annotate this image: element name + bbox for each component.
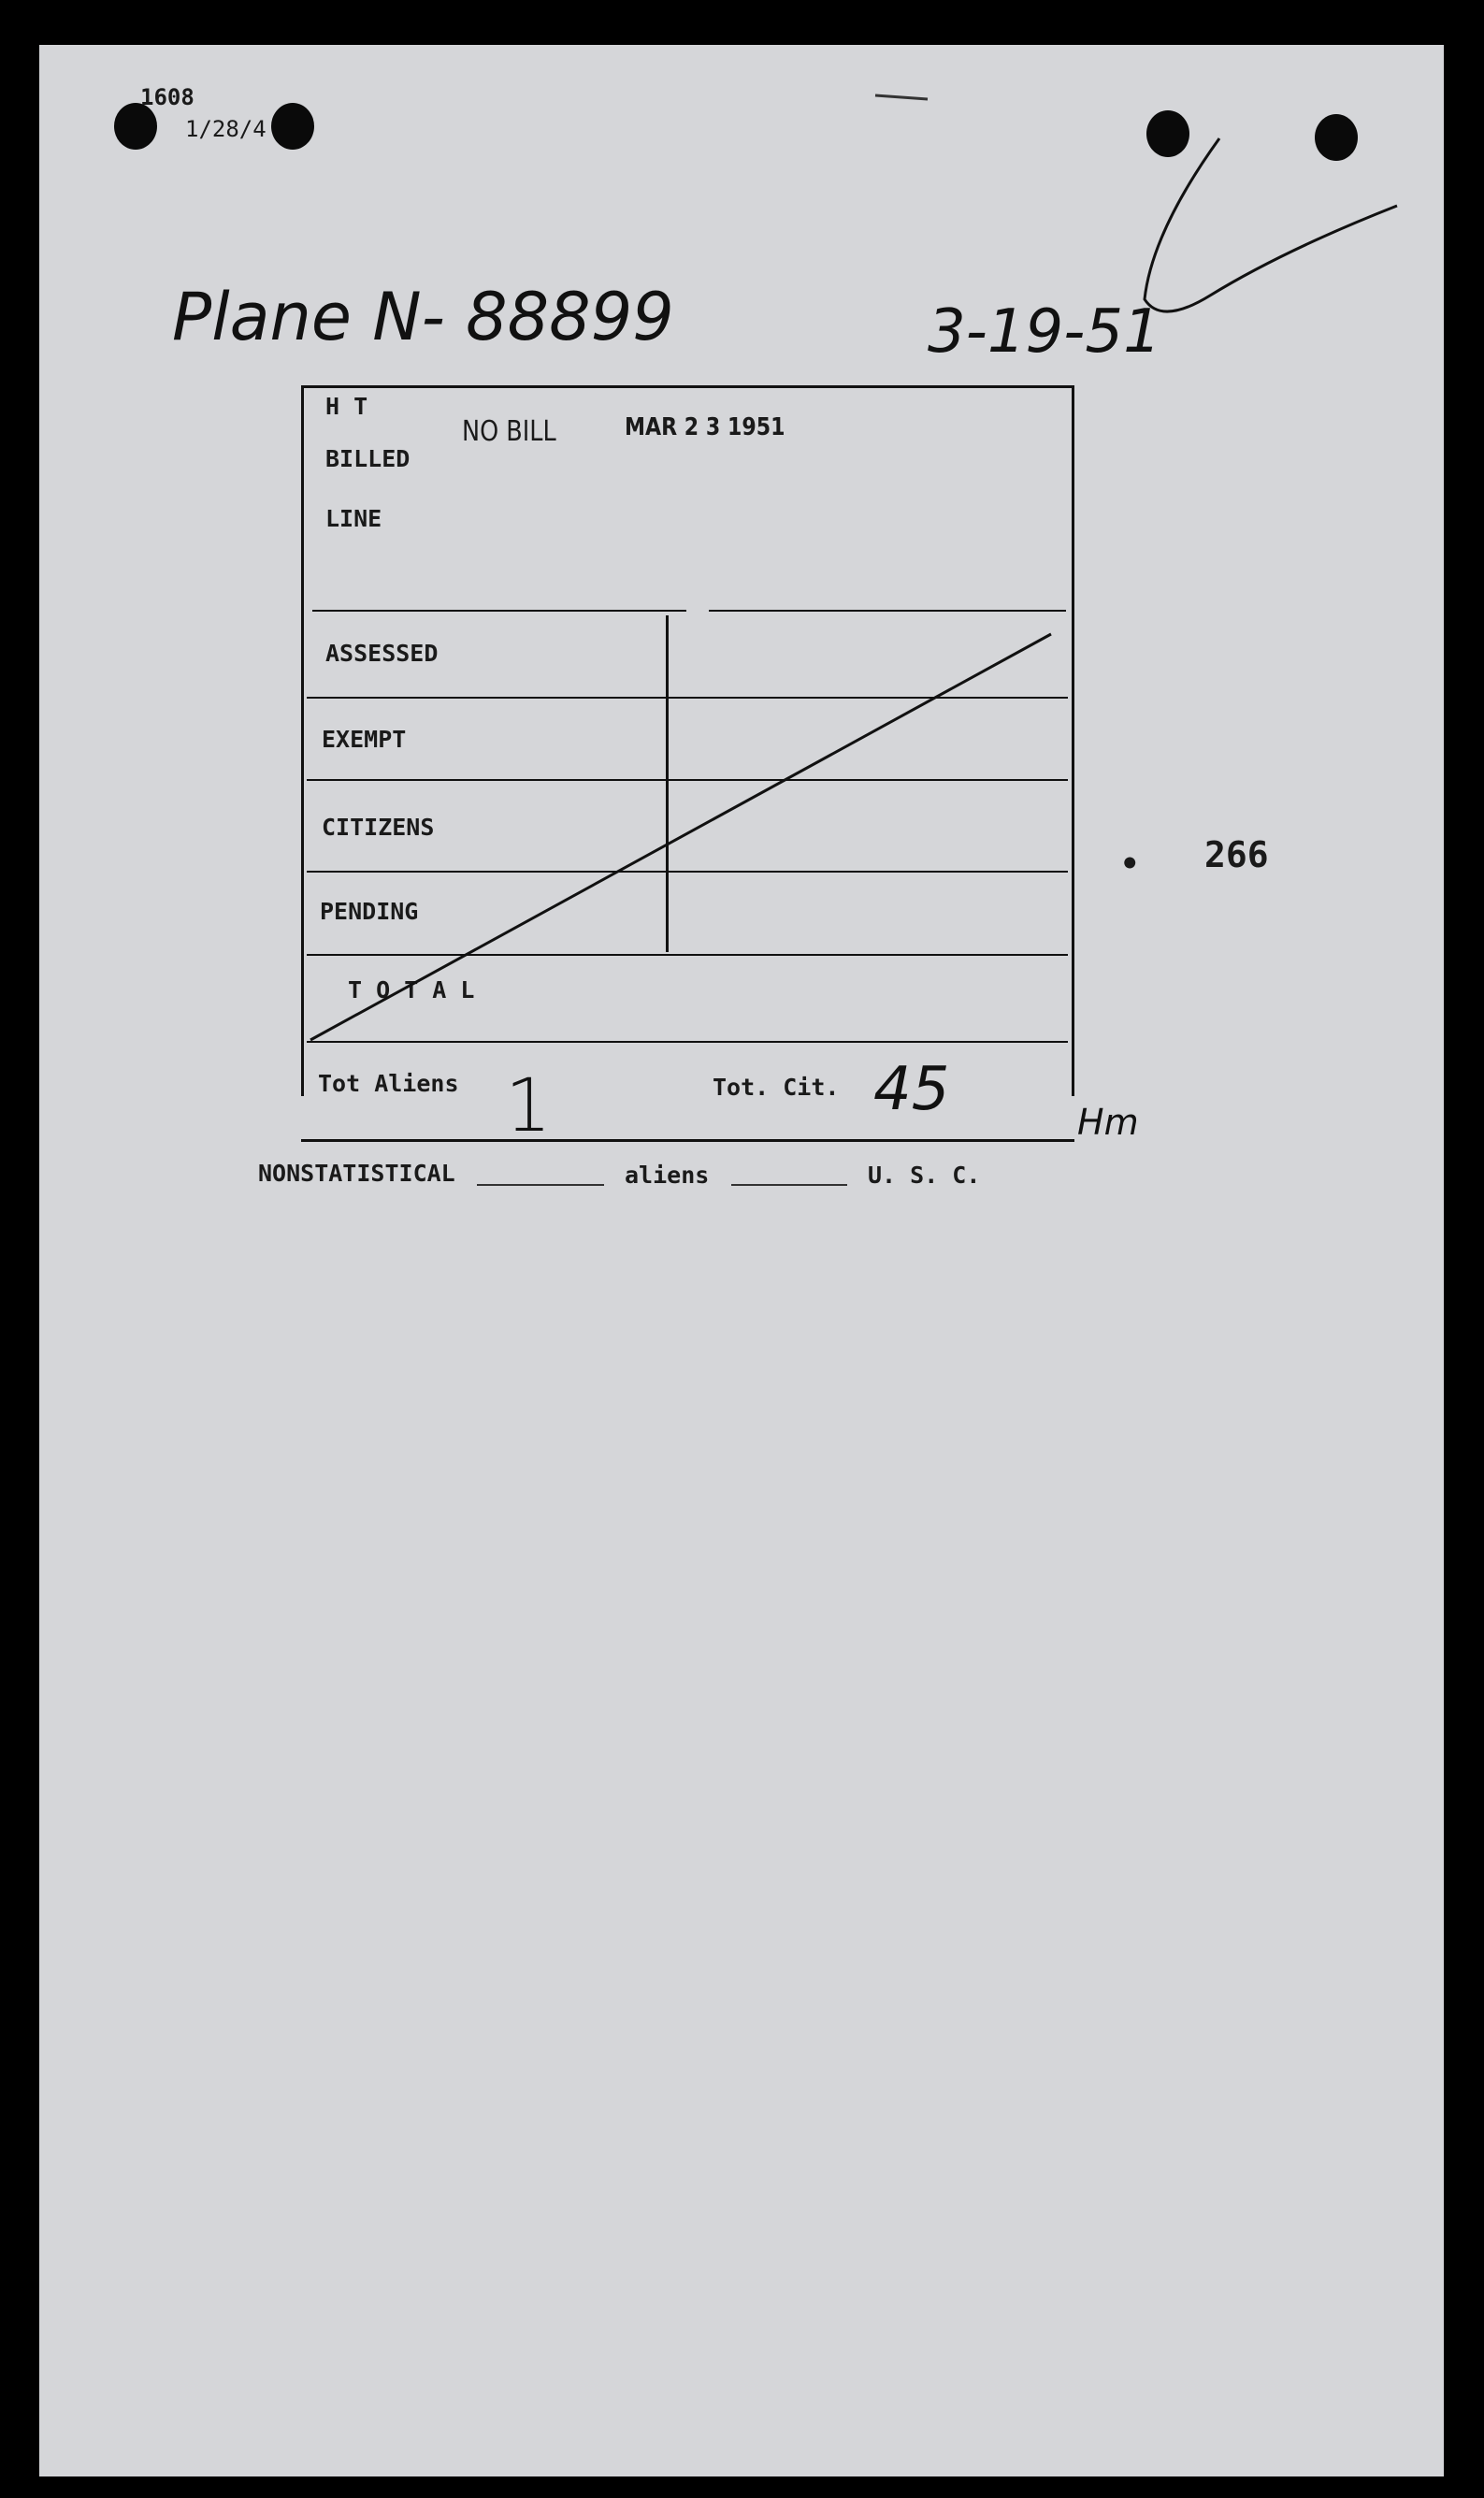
form-date: 1/28/4 (185, 116, 267, 142)
label-tot-aliens: Tot Aliens (318, 1070, 459, 1097)
label-tot-cit: Tot. Cit. (713, 1074, 840, 1101)
cancel-diagonal-line (310, 634, 1051, 1040)
label-assessed: ASSESSED (325, 640, 439, 667)
label-billed: BILLED (325, 445, 411, 472)
side-bullet: • (1120, 845, 1140, 883)
label-line: LINE (325, 505, 382, 532)
check-mark (1145, 138, 1397, 311)
label-ht: H T (325, 393, 368, 420)
no-bill-stamp: NO BILL (462, 415, 556, 448)
pen-marks (39, 45, 1444, 2476)
side-number: 266 (1204, 834, 1269, 875)
label-nonstatistical: NONSTATISTICAL (258, 1160, 455, 1187)
handwritten-date: 3-19-51 (928, 297, 1161, 367)
label-total: T O T A L (348, 976, 475, 1004)
label-usc: U. S. C. (868, 1162, 981, 1189)
date-stamp: MAR 2 3 1951 (625, 413, 785, 441)
label-aliens: aliens (625, 1162, 710, 1189)
tot-cit-value: 45 (873, 1055, 950, 1124)
plane-label: Plane N- 88899 (172, 279, 674, 355)
label-pending: PENDING (320, 898, 419, 925)
initials: Hm (1077, 1102, 1139, 1143)
label-citizens: CITIZENS (322, 814, 435, 841)
stray-mark-top (875, 95, 928, 99)
document-sheet (39, 45, 1444, 2476)
form-number: 1608 (140, 84, 195, 110)
tot-aliens-value: 1 (505, 1064, 552, 1148)
label-exempt: EXEMPT (322, 726, 407, 753)
